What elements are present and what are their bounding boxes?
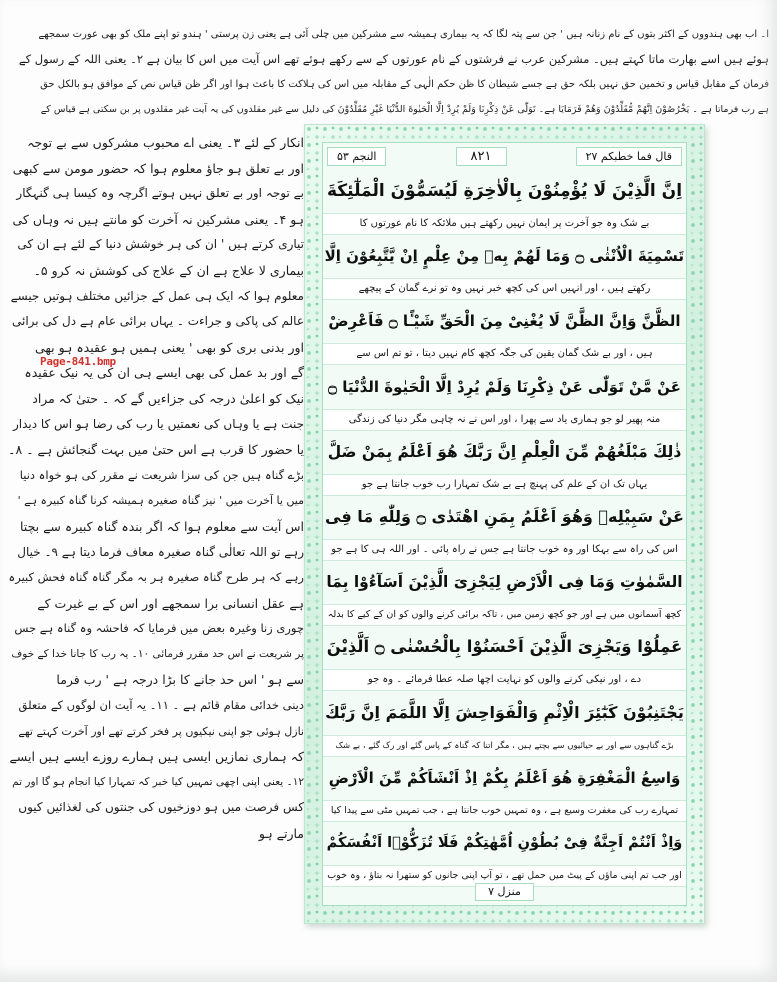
page-number-box: ۸۲۱	[456, 147, 507, 166]
tafsir-line: پر شریعت نے اس حد مقرر فرمائی ۱۰۔ یہ رب کا جانا خدا کے خوف	[11, 647, 304, 660]
ayah-row	[323, 234, 686, 299]
urdu-translation: اس کی راہ سے بہکا اور وہ خوب جانتا ہے جس نے راہ پائی ۔ اور اللہ ہی کا ہے جو	[323, 539, 686, 561]
ayah-row	[323, 365, 686, 430]
surah-name-box: النجم ۵۳	[327, 147, 386, 166]
quran-footer	[323, 879, 686, 905]
arabic-text: اِنَّ الَّذِیْنَ لَا یُؤْمِنُوْنَ بِالْاٰخِرَةِ لَیُسَمُّوْنَ الْمَلٰٓئِكَةَ	[326, 181, 683, 201]
tafsir-line: انکار کے لئے ۳۔ یعنی اے محبوب مشرکوں سے بے توجہ	[27, 135, 304, 150]
ayah-row	[323, 625, 686, 690]
tafsir-line: ۱۲۔ یعنی اپنی اچھی تمہیں کیا خبر کہ تمہارا کیا انجام ہو گا اور تم	[12, 775, 304, 788]
tafsir-left-column	[8, 130, 304, 847]
urdu-translation: تمہارے رب کی مغفرت وسیع ہے ، وہ تمہیں خوب جانتا ہے ، جب تمہیں مٹی سے پیدا کیا	[323, 800, 686, 822]
ayah-row	[323, 756, 686, 821]
urdu-translation: یہاں تک ان کے علم کی پہنچ ہے بے شک تمہارا رب خوب جانتا ہے جو	[323, 474, 686, 496]
tafsir-line: تیاری کرتے ہیں ' ان کی ہر خوشش دنیا کے لئے ہے ان کی	[17, 237, 304, 252]
arabic-text: عَنْ مَّنْ تَوَلّٰى عَنْ ذِكْرِنَا وَلَمْ یُرِدْ اِلَّا الْحَیٰوةَ الدُّنْیَا ۝	[328, 377, 681, 396]
tafsir-line: نازل ہوئی جو اپنی نیکیوں پر فخر کرتے تھے اور آخرت کہتے تھے	[18, 724, 304, 738]
tafsir-line: میں یا آخرت میں ' نیز گناہ صغیرہ ہمیشہ کرنا گناہ کبیرہ ہے '	[17, 494, 304, 508]
urdu-translation: ہیں ، اور بے شک گمان یقین کی جگہ کچھ کام نہیں دیتا ، تو تم اس سے	[323, 343, 686, 365]
tafsir-line: جنت ہے یا وہاں کی نعمتیں یا رب کی رضا ہو اس کا دیدار	[12, 416, 304, 431]
ayah-row	[323, 821, 686, 886]
arabic-text: تَسْمِیَةَ الْاُنْثٰى ۝ وَمَا لَهُمْ بِهٖ مِنْ عِلْمٍ اِنْ یَّتَّبِعُوْنَ اِلَّا	[324, 247, 684, 266]
tafsir-line: گے اور بد عمل کی بھی ایسے ہی ان کی یہ نیک عقیدہ	[24, 365, 304, 381]
tafsir-line: ہو ۴۔ یعنی مشرکین نہ آخرت کو مانتے ہیں نہ وہاں کی	[12, 211, 304, 227]
tafsir-line: نیک کو اعلیٰ درجہ کی جزاءیں گے کہ ۔ حتیٰ کہ مراد	[32, 390, 304, 406]
quran-header	[323, 143, 686, 169]
scan-watermark: Page-841.bmp	[40, 355, 116, 368]
urdu-translation: بڑے گناہوں سے اور بے حیائیوں سے بچتے ہیں ، مگر اتنا کہ گناہ کے پاس گئے اور رک گئے ، بے شک	[323, 735, 686, 757]
tafsir-line: بڑے گناہ ہیں جن کی سزا شریعت نے مقرر کی ہو خواہ دنیا	[19, 467, 304, 482]
ayah-row	[323, 169, 686, 234]
tafsir-line: کہ ہماری نمازیں ایسی ہیں ہمارے روزے ایسے ہیں ایسے	[9, 749, 304, 765]
tafsir-line: رہے تو اللہ تعالٰی گناہ صغیرہ معاف فرما دیتا ہے ۹۔ خیال	[17, 544, 304, 559]
tafsir-line: چوری زنا وغیرہ بعض میں فرمایا کہ فاحشہ وہ گناہ ہے جس	[14, 621, 304, 636]
tafsir-line: ہوئے ہیں اسے بھارت ماتا کہتے ہیں۔ مشرکین عرب نے فرشتوں کے نام عورتوں کے سے رکھے ہوئے تھے اس آیت میں اس کا بیان ہے ۲۔ یعنی اللہ کے رسول کے	[18, 52, 769, 66]
tafsir-line: مارتے ہو	[258, 826, 304, 842]
tafsir-line: بے توجہ اور بے تعلق نہیں ہوتے اگرچہ وہ کیسا ہی گنہگار	[16, 186, 304, 201]
tafsir-line: رہے کہ ہر طرح گناہ صغیرہ ہر بہ مگر گناہ گناہ فحش کبیرہ	[8, 570, 304, 585]
urdu-translation: رکھتے ہیں ، اور انہیں اس کی کچھ خبر نہیں وہ تو نرے گمان کے پیچھے	[323, 278, 686, 300]
ayah-row	[323, 691, 686, 756]
tafsir-line: سے ہو ' اس حد جانے کا بڑا درجہ ہے ' رب فرما	[56, 672, 304, 688]
tafsir-line: معلوم ہوا کہ ایک ہی عمل کے جزائیں مختلف ہوتیں جیسے	[10, 288, 304, 303]
ayah-row	[323, 495, 686, 560]
urdu-translation: کچھ آسمانوں میں ہے اور جو کچھ زمین میں ، تاکہ برائی کرنے والوں کو ان کے کیے کا بدلہ	[323, 604, 686, 626]
urdu-translation: بے شک وہ جو آخرت پر ایمان نہیں رکھتے ہیں ملائکہ کا نام عورتوں کا	[323, 213, 686, 235]
urdu-translation: اور جب تم اپنی ماؤں کے پیٹ میں حمل تھے ، تو آپ اپنی جانوں کو ستھرا نہ بتاؤ ، وہ خوب	[323, 865, 686, 887]
quran-inner-panel	[322, 142, 687, 906]
tafsir-line: اور بدنی بری کو بھی ' یعنی ہمیں ہو عقیدہ ہو بھی	[34, 339, 304, 355]
manzil-box: منزل ۷	[475, 883, 534, 901]
arabic-text: وَاسِعُ الْمَغْفِرَةِ هُوَ اَعْلَمُ بِكُمْ اِذْ اَنْشَاَكُمْ مِّنَ الْاَرْضِ	[328, 768, 681, 787]
urdu-translation: دے ، اور نیکی کرنے والوں کو نہایت اچھا صلہ عطا فرمائے ۔ وہ جو	[323, 669, 686, 691]
tafsir-line: کس فرصت میں ہو دوزخیوں کی جنتوں کی لغذائیں کیوں	[18, 800, 304, 815]
ayah-row	[323, 560, 686, 625]
arabic-text: عَمِلُوْا وَیَجْزِیَ الَّذِیْنَ اَحْسَنُوْا بِالْحُسْنٰى ۝ اَلَّذِیْنَ	[326, 637, 683, 657]
urdu-translation: منہ پھیر لو جو ہماری یاد سے پھرا ، اور اس نے نہ چاہی مگر دنیا کی زندگی	[323, 409, 686, 431]
tafsir-line: یا حضور کا قرب ہے اس حتیٰ میں بہت گنجائش ہے ۔ ۸۔	[8, 442, 304, 458]
arabic-text: ذٰلِكَ مَبْلَغُهُمْ مِّنَ الْعِلْمِ اِنَّ رَبَّكَ هُوَ اَعْلَمُ بِمَنْ ضَلَّ	[327, 442, 682, 461]
arabic-text: عَنْ سَبِیْلِهٖ وَهُوَ اَعْلَمُ بِمَنِ اهْتَدٰى ۝ وَلِلّٰهِ مَا فِی	[325, 506, 684, 526]
tafsir-line: ہے رب فرماتا ہے ۔ یَخْرُصُوْنَ اِنَّهُمْ مُّقَلِّدُوْنَ وَهُمْ فَرَمَایَا ہے۔ تَوَلّٰى عَنْ ذِكْرِنَا وَلَمْ یُرِدْ اِلَّا الْحَیٰوةَ الدُّنْیَا غَیْرِ مُقَلِّدُوْنَ کی دلیل سے غیر مقلدوں کی یہ آیت غیر مقلدوں پر بن سکتی ہے قیاس کے	[40, 104, 769, 115]
tafsir-line: ا۔ اب بھی ہندووں کے اکثر بتوں کے نام زنانہ ہیں ' جن سے پتہ لگا کہ یہ بیماری ہمیشہ سے مشرکین میں چلی آئی ہے یعنی زن پرستی ' ہندو تو اپنے ملک کو بھی عورت سمجھے	[38, 29, 769, 40]
ayah-row	[323, 430, 686, 495]
ayah-list	[323, 169, 686, 879]
tafsir-line: بیماری لا علاج ہے ان کے علاج کی کوشش نہ کرو ۵۔	[33, 262, 304, 278]
tafsir-line: اس آیت سے معلوم ہوا کہ اگر بندہ گناہ کبیرہ سے بچتا	[19, 518, 304, 534]
tafsir-line: اور بے تعلق ہو جاؤ معلوم ہوا کہ حضور مومن سے کبھی	[12, 160, 304, 176]
arabic-text: وَاِذْ اَنْتُمْ اَجِنَّةٌ فِیْ بُطُوْنِ اُمَّهٰتِكُمْ فَلَا تُزَكُّوْۤا اَنْفُسَكُمْ	[326, 834, 683, 851]
tafsir-line: فرمان کے مقابل قیاس و تخمین حق نہیں بلکہ حق ہے جسے شیطان کا ظن حکم الٰہی کے مقابلہ میں اس کی ہلاکت کا باعث ہوا اور اگر ظن قیاس نص کے موافق ہو بالکل حق	[40, 79, 769, 90]
arabic-text: السَّمٰوٰتِ وَمَا فِی الْاَرْضِ لِیَجْزِیَ الَّذِیْنَ اَسَآءُوْا بِمَا	[326, 573, 683, 592]
arabic-text: یَجْتَنِبُوْنَ كَبٰٓئِرَ الْاِثْمِ وَالْفَوَاحِشَ اِلَّا اللَّمَمَ اِنَّ رَبَّكَ	[325, 702, 684, 722]
juz-label-box: قال فما خطبكم ۲۷	[576, 147, 682, 166]
tafsir-line: عالم کی پاکی و جراءت ۔ یہاں برائی عام ہے دل کی برائی	[12, 314, 304, 329]
tafsir-line: دینی خدائی مقام قائم ہے ۔ ۱۱۔ یہ آیت ان لوگوں کے متعلق	[18, 698, 304, 713]
tafsir-top-block	[8, 22, 769, 122]
ayah-row	[323, 299, 686, 364]
arabic-text: الظَّنَّ وَاِنَّ الظَّنَّ لَا یُغْنِیْ مِنَ الْحَقِّ شَیْـًٔا ۝ فَاَعْرِضْ	[328, 312, 681, 331]
quran-text-frame	[304, 124, 705, 924]
tafsir-line: ہے عقل انسانی برا سمجھے اور اس کے بے غیرت کے	[37, 595, 304, 611]
